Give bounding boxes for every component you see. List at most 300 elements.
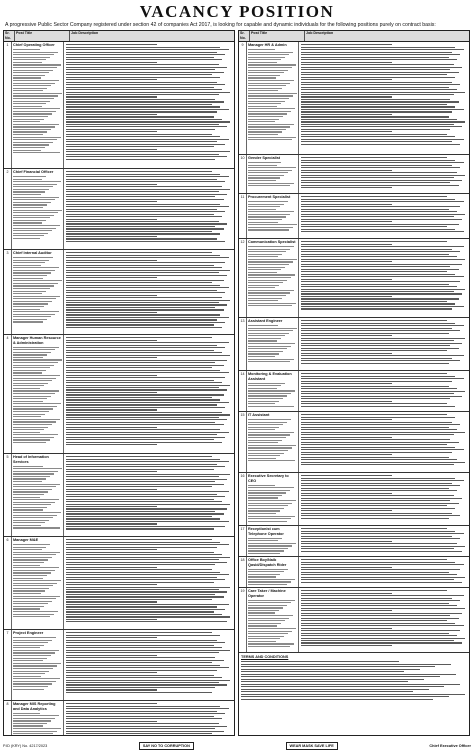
footer xyxy=(3,738,471,753)
text-line xyxy=(13,378,56,379)
text-line xyxy=(13,396,51,397)
text-line xyxy=(66,121,230,122)
text-line xyxy=(248,303,296,304)
page-title: VACANCY POSITION xyxy=(139,2,335,21)
post-title: IT Assistant xyxy=(248,413,270,417)
text-line xyxy=(248,437,286,438)
text-line xyxy=(248,545,292,546)
text-line xyxy=(248,282,283,283)
text-line xyxy=(301,605,457,606)
text-line xyxy=(13,137,61,138)
text-line xyxy=(13,486,56,487)
text-line xyxy=(248,88,282,89)
text-line xyxy=(13,652,55,653)
text-line xyxy=(301,241,447,242)
text-line xyxy=(13,179,42,180)
post-cell xyxy=(12,701,64,736)
text-line xyxy=(301,249,452,250)
text-line xyxy=(301,246,464,247)
text-line xyxy=(13,614,54,615)
text-line xyxy=(13,235,44,236)
text-line xyxy=(301,244,392,245)
text-line xyxy=(248,510,280,511)
text-line xyxy=(301,464,454,465)
text-line xyxy=(248,261,293,262)
text-line xyxy=(66,181,225,182)
text-line xyxy=(301,340,454,341)
text-line xyxy=(13,437,54,438)
text-line xyxy=(66,280,224,281)
text-line xyxy=(241,699,433,700)
text-line xyxy=(66,660,224,661)
intro-text: A progressive Public Sector Company registered under section 42 of companies Act 2017, is looking for capable and dynamic individuals for the following positions purely on contract basis: xyxy=(5,22,436,28)
text-line xyxy=(301,376,455,377)
text-line xyxy=(301,600,460,601)
text-line xyxy=(13,647,40,648)
row-number: 13 xyxy=(239,318,247,370)
text-line xyxy=(248,600,295,601)
text-line xyxy=(66,236,157,237)
text-line xyxy=(66,444,157,445)
text-line xyxy=(66,442,222,443)
text-line xyxy=(301,353,392,354)
text-line xyxy=(301,485,460,486)
text-line xyxy=(241,686,444,687)
text-line xyxy=(13,421,56,422)
text-line xyxy=(66,640,217,641)
text-line xyxy=(248,52,293,53)
text-line xyxy=(13,668,53,669)
text-line xyxy=(66,272,219,273)
text-line xyxy=(301,82,452,83)
text-line xyxy=(66,119,222,120)
text-line xyxy=(13,225,60,226)
text-line xyxy=(66,387,219,388)
text-line xyxy=(301,323,455,324)
text-line xyxy=(66,469,214,470)
text-line xyxy=(66,392,157,393)
text-line xyxy=(248,424,283,425)
text-line xyxy=(66,582,214,583)
text-line xyxy=(13,725,43,726)
text-line xyxy=(241,676,440,677)
text-line xyxy=(248,305,292,306)
text-line xyxy=(248,548,288,549)
text-line xyxy=(66,589,219,590)
text-line xyxy=(13,70,53,71)
text-line xyxy=(301,645,392,646)
text-line xyxy=(301,256,457,257)
text-line xyxy=(13,54,54,55)
text-line xyxy=(13,718,55,719)
text-line xyxy=(13,152,60,153)
text-line xyxy=(13,416,41,417)
text-line xyxy=(248,550,284,551)
text-line xyxy=(66,57,214,58)
text-line xyxy=(248,95,293,96)
text-line xyxy=(66,309,224,310)
text-line xyxy=(66,675,214,676)
text-line xyxy=(241,674,456,675)
text-line xyxy=(301,437,392,438)
text-line xyxy=(13,126,55,127)
text-line xyxy=(66,402,229,403)
text-line xyxy=(301,320,447,321)
text-line xyxy=(301,505,447,506)
text-line xyxy=(13,522,45,523)
text-line xyxy=(13,414,45,415)
text-line xyxy=(301,582,462,583)
text-line xyxy=(13,411,49,412)
text-line xyxy=(301,74,447,75)
text-line xyxy=(66,109,229,110)
text-line xyxy=(66,89,222,90)
table-row xyxy=(239,526,469,557)
table-row xyxy=(239,42,469,155)
text-line xyxy=(241,696,449,697)
text-line xyxy=(66,434,217,435)
text-line xyxy=(248,287,275,288)
text-line xyxy=(66,302,219,303)
text-line xyxy=(248,340,277,341)
text-line xyxy=(13,212,58,213)
row-number: 4 xyxy=(4,335,12,453)
text-line xyxy=(13,683,52,684)
text-line xyxy=(66,721,157,722)
text-line xyxy=(66,427,157,428)
text-line xyxy=(248,361,290,362)
text-line xyxy=(248,267,285,268)
text-line xyxy=(248,625,277,626)
text-line xyxy=(248,543,296,544)
post-title: Project Engineer xyxy=(13,631,44,635)
text-line xyxy=(66,101,224,102)
text-line xyxy=(13,588,49,589)
table-row xyxy=(239,412,469,473)
terms-title: TERMS AND CONDITIONS xyxy=(241,655,289,659)
text-line xyxy=(66,372,229,373)
job-description-cell xyxy=(64,454,234,536)
row-number: 10 xyxy=(239,155,247,193)
text-line xyxy=(66,146,214,147)
text-line xyxy=(66,662,212,663)
text-line xyxy=(248,328,297,329)
text-line xyxy=(66,728,215,729)
post-cell xyxy=(12,630,64,700)
text-line xyxy=(301,638,465,639)
text-line xyxy=(301,424,460,425)
text-line xyxy=(248,211,294,212)
text-line xyxy=(301,449,464,450)
text-line xyxy=(66,587,230,588)
text-line xyxy=(13,390,59,391)
text-line xyxy=(301,447,455,448)
text-line xyxy=(13,275,47,276)
text-line xyxy=(66,292,225,293)
text-line xyxy=(66,437,225,438)
text-line xyxy=(301,211,457,212)
text-line xyxy=(301,432,465,433)
text-line xyxy=(301,343,462,344)
text-line xyxy=(301,335,392,336)
text-line xyxy=(66,92,230,93)
text-line xyxy=(13,616,50,617)
text-line xyxy=(13,129,51,130)
text-line xyxy=(248,175,284,176)
text-line xyxy=(13,262,45,263)
text-line xyxy=(13,98,54,99)
text-line xyxy=(301,77,455,78)
text-line xyxy=(13,233,48,234)
job-description-cell xyxy=(64,630,234,700)
text-line xyxy=(13,103,46,104)
text-line xyxy=(66,275,227,276)
text-line xyxy=(13,388,40,389)
text-line xyxy=(301,177,454,178)
text-line xyxy=(301,57,449,58)
text-line xyxy=(13,713,40,714)
text-line xyxy=(301,363,449,364)
text-line xyxy=(301,69,450,70)
text-line xyxy=(301,419,392,420)
text-line xyxy=(301,559,447,560)
row-number: 9 xyxy=(239,42,247,154)
text-line xyxy=(301,59,457,60)
text-line xyxy=(66,494,217,495)
text-line xyxy=(66,74,212,75)
text-line xyxy=(241,691,413,692)
post-cell xyxy=(247,557,299,587)
text-line xyxy=(301,301,447,302)
text-line xyxy=(301,478,455,479)
text-line xyxy=(66,370,220,371)
text-line xyxy=(248,521,287,522)
text-line xyxy=(13,291,46,292)
text-line xyxy=(66,52,217,53)
text-line xyxy=(301,219,462,220)
text-line xyxy=(13,671,49,672)
text-line xyxy=(13,375,60,376)
post-title: Chief Operating Officer xyxy=(13,43,55,47)
text-line xyxy=(66,567,157,568)
text-line xyxy=(13,484,60,485)
text-line xyxy=(248,264,289,265)
table-row xyxy=(239,557,469,588)
text-line xyxy=(66,559,219,560)
text-line xyxy=(248,458,276,459)
post-title: Monitoring & Evaluation Assistant xyxy=(248,372,292,381)
text-line xyxy=(301,121,465,122)
text-line xyxy=(66,231,212,232)
text-line xyxy=(66,151,230,152)
text-line xyxy=(248,406,294,407)
text-line xyxy=(66,340,157,341)
text-line xyxy=(301,271,447,272)
text-line xyxy=(66,287,229,288)
text-line xyxy=(301,603,449,604)
text-line xyxy=(66,382,222,383)
table-row xyxy=(4,537,234,630)
text-line xyxy=(13,570,55,571)
text-line xyxy=(13,429,44,430)
text-line xyxy=(13,321,43,322)
reference-number: P.ID (KRY) No. 4217/2023 xyxy=(3,743,48,748)
text-line xyxy=(13,131,47,132)
text-line xyxy=(66,216,222,217)
text-line xyxy=(13,583,57,584)
text-line xyxy=(66,716,214,717)
text-line xyxy=(301,422,452,423)
text-line xyxy=(13,285,54,286)
text-line xyxy=(13,728,61,729)
text-line xyxy=(301,417,455,418)
job-description-cell xyxy=(299,194,469,238)
job-description-cell xyxy=(64,701,234,736)
text-line xyxy=(248,579,295,580)
text-line xyxy=(248,335,285,336)
text-line xyxy=(248,219,282,220)
text-line xyxy=(66,262,225,263)
text-line xyxy=(66,322,225,323)
text-line xyxy=(248,460,295,461)
text-line xyxy=(248,75,280,76)
text-line xyxy=(248,170,292,171)
text-line xyxy=(66,557,230,558)
text-line xyxy=(248,518,291,519)
text-line xyxy=(13,585,53,586)
text-line xyxy=(301,111,452,112)
text-line xyxy=(66,464,217,465)
text-line xyxy=(66,456,212,457)
row-number: 6 xyxy=(4,537,12,629)
text-line xyxy=(66,439,214,440)
text-line xyxy=(248,574,280,575)
text-line xyxy=(248,393,291,394)
text-line xyxy=(13,288,50,289)
text-line xyxy=(301,204,392,205)
text-line xyxy=(13,83,55,84)
row-number: 17 xyxy=(239,526,247,556)
text-line xyxy=(241,694,465,695)
text-line xyxy=(66,708,229,709)
text-line xyxy=(66,270,230,271)
text-line xyxy=(66,96,157,97)
text-line xyxy=(66,124,219,125)
text-line xyxy=(66,474,230,475)
table-left-column xyxy=(3,30,235,736)
text-line xyxy=(248,103,281,104)
text-line xyxy=(301,429,457,430)
text-line xyxy=(13,663,61,664)
text-line xyxy=(13,306,44,307)
text-line xyxy=(248,584,287,585)
text-line xyxy=(13,352,51,353)
text-line xyxy=(301,144,460,145)
text-line xyxy=(248,500,296,501)
text-line xyxy=(66,347,225,348)
text-line xyxy=(66,62,157,63)
text-line xyxy=(13,207,43,208)
text-line xyxy=(248,137,296,138)
text-line xyxy=(13,67,57,68)
text-line xyxy=(13,267,59,268)
text-line xyxy=(248,398,283,399)
post-cell xyxy=(12,537,64,629)
text-line xyxy=(13,139,57,140)
post-title: Manager Human Resource & Administration xyxy=(13,336,61,345)
text-line xyxy=(13,283,58,284)
text-line xyxy=(301,348,459,349)
text-line xyxy=(248,351,283,352)
table-row xyxy=(239,155,469,194)
text-line xyxy=(301,182,450,183)
text-line xyxy=(66,486,212,487)
text-line xyxy=(248,395,287,396)
text-line xyxy=(13,476,50,477)
text-line xyxy=(248,628,296,629)
post-cell xyxy=(12,169,64,249)
text-line xyxy=(66,233,220,234)
text-line xyxy=(66,731,224,732)
text-line xyxy=(301,172,457,173)
text-line xyxy=(301,635,457,636)
text-line xyxy=(248,495,282,496)
text-line xyxy=(66,186,222,187)
text-line xyxy=(13,491,48,492)
text-line xyxy=(66,211,225,212)
text-line xyxy=(301,452,452,453)
text-line xyxy=(301,89,457,90)
text-line xyxy=(66,139,229,140)
text-line xyxy=(13,676,41,677)
text-line xyxy=(301,72,459,73)
text-line xyxy=(248,432,294,433)
text-line xyxy=(301,548,454,549)
text-line xyxy=(13,481,42,482)
text-line xyxy=(66,141,217,142)
text-line xyxy=(13,181,61,182)
text-line xyxy=(241,666,435,667)
text-line xyxy=(248,356,275,357)
text-line xyxy=(66,429,220,430)
text-line xyxy=(66,47,220,48)
text-line xyxy=(301,462,465,463)
text-line xyxy=(13,217,50,218)
text-line xyxy=(248,605,287,606)
text-line xyxy=(13,731,57,732)
table-row xyxy=(239,239,469,318)
text-line xyxy=(66,79,157,80)
text-line xyxy=(13,466,43,467)
text-line xyxy=(66,196,215,197)
text-line xyxy=(301,388,457,389)
text-line xyxy=(66,422,215,423)
text-line xyxy=(248,610,279,611)
text-line xyxy=(66,144,225,145)
text-line xyxy=(248,434,290,435)
text-line xyxy=(13,383,48,384)
row-number: 1 xyxy=(4,42,12,168)
row-number: 19 xyxy=(239,588,247,652)
text-line xyxy=(301,293,462,294)
text-line xyxy=(248,131,282,132)
text-line xyxy=(248,620,285,621)
text-line xyxy=(301,87,449,88)
job-description-cell xyxy=(299,318,469,370)
text-line xyxy=(301,286,457,287)
text-line xyxy=(13,106,42,107)
text-line xyxy=(66,297,222,298)
